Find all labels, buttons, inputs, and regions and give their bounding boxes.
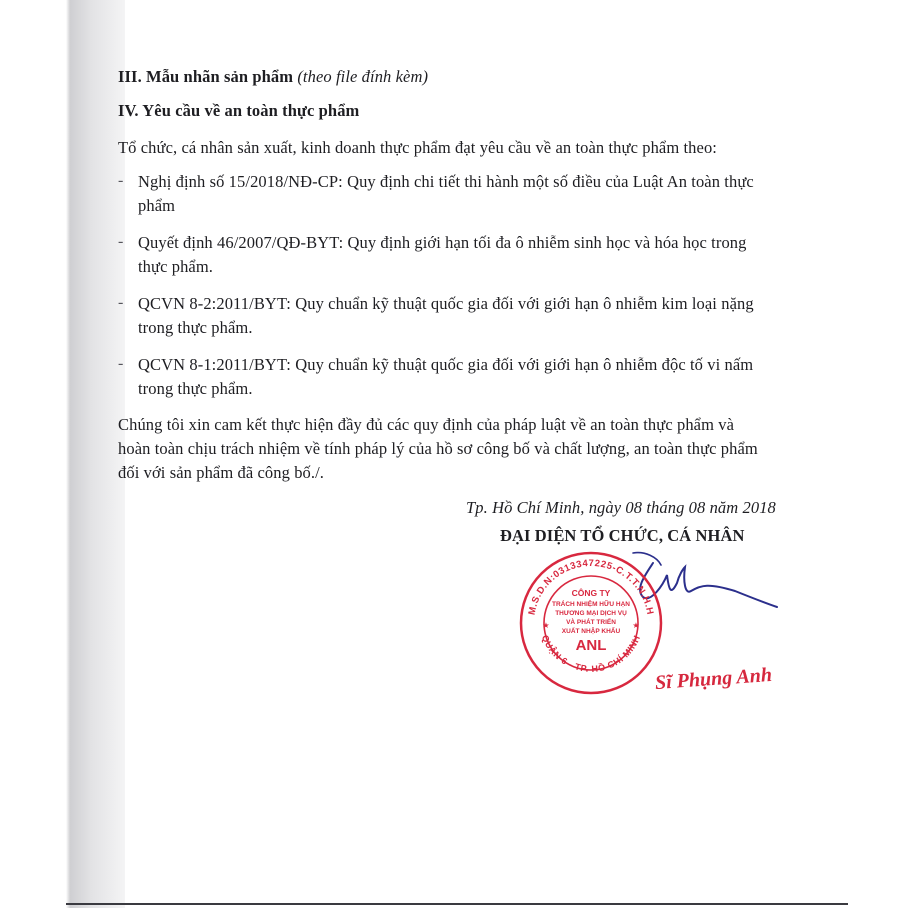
seal-line-5: XUẤT NHẬP KHẨU bbox=[561, 628, 621, 635]
regulation-3-line-2: trong thực phẩm. bbox=[138, 318, 253, 337]
representative-title: ĐẠI DIỆN TỔ CHỨC, CÁ NHÂN bbox=[500, 526, 745, 545]
commitment-line-3: đối với sản phẩm đã công bố./. bbox=[118, 463, 325, 482]
signer-name: Sĩ Phụng Anh bbox=[654, 663, 773, 695]
seal-line-4: VÀ PHÁT TRIỂN bbox=[566, 619, 616, 626]
section-iii-number: III. bbox=[118, 67, 142, 86]
regulation-2-line-1: Quyết định 46/2007/QĐ-BYT: Quy định giới hạn tối đa ô nhiễm sinh học và hóa học trong bbox=[138, 233, 747, 252]
seal-line-6: ANL bbox=[575, 637, 607, 654]
seal-star-icon: ★ bbox=[632, 621, 640, 630]
bullet-dash: - bbox=[118, 172, 124, 189]
seal-line-3: THƯƠNG MẠI DỊCH VỤ bbox=[555, 610, 627, 617]
section-iv-number: IV. bbox=[118, 101, 139, 120]
regulation-3-line-1: QCVN 8-2:2011/BYT: Quy chuẩn kỹ thuật quốc gia đối với giới hạn ô nhiễm kim loại nặng bbox=[138, 294, 754, 313]
regulation-4-line-2: trong thực phẩm. bbox=[138, 379, 253, 398]
seal-star-icon: ★ bbox=[542, 621, 550, 630]
bullet-dash: - bbox=[118, 294, 124, 311]
section-iii-heading bbox=[118, 67, 428, 87]
bullet-dash: - bbox=[118, 233, 124, 250]
bullet-dash: - bbox=[118, 355, 124, 372]
section-iv-heading bbox=[118, 101, 359, 121]
regulation-4-line-1: QCVN 8-1:2011/BYT: Quy chuẩn kỹ thuật quốc gia đối với giới hạn ô nhiễm độc tố vi nấm bbox=[138, 355, 754, 374]
commitment-line-1: Chúng tôi xin cam kết thực hiện đầy đủ các quy định của pháp luật về an toàn thực phẩm và bbox=[118, 415, 735, 434]
seal-line-1: CÔNG TY bbox=[571, 588, 611, 598]
seal-ring-text: M.S.D.N:0313347225-C.T.T.N.H.H bbox=[526, 557, 656, 616]
regulation-1-line-1: Nghị định số 15/2018/NĐ-CP: Quy định chi tiết thi hành một số điều của Luật An toàn thực bbox=[138, 172, 754, 191]
intro-text: Tổ chức, cá nhân sản xuất, kinh doanh thực phẩm đạt yêu cầu về an toàn thực phẩm theo: bbox=[118, 138, 717, 157]
company-seal bbox=[516, 548, 666, 698]
section-iii-note: (theo file đính kèm) bbox=[297, 67, 429, 86]
section-iii-title: Mẫu nhãn sản phẩm bbox=[146, 67, 294, 86]
page-bottom-edge bbox=[66, 903, 848, 905]
regulation-2-line-2: thực phẩm. bbox=[138, 257, 214, 276]
commitment-line-2: hoàn toàn chịu trách nhiệm về tính pháp lý của hồ sơ công bố và chất lượng, an toàn thực phẩm bbox=[118, 439, 758, 458]
seal-ring-bottom: QUẬN 6 - TP. HỒ CHÍ MINH bbox=[539, 633, 643, 674]
regulation-1-line-2: phẩm bbox=[138, 196, 176, 215]
seal-line-2: TRÁCH NHIỆM HỮU HẠN bbox=[552, 601, 630, 608]
section-iv-title: Yêu cầu về an toàn thực phẩm bbox=[142, 101, 360, 120]
date-line: Tp. Hồ Chí Minh, ngày 08 tháng 08 năm 2018 bbox=[466, 498, 776, 517]
